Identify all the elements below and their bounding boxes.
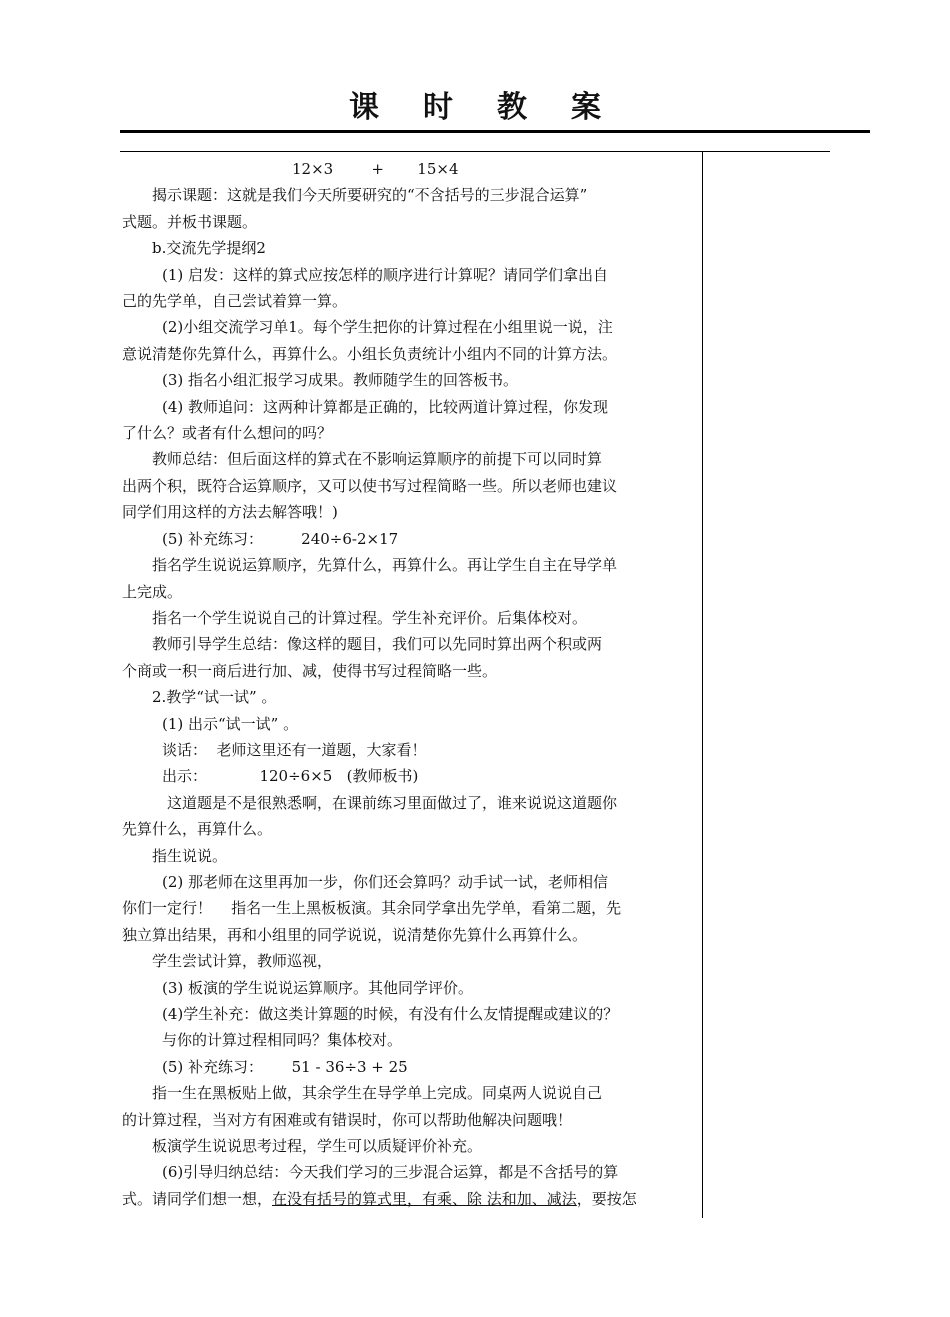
text-line: 12×3 + 15×4	[292, 160, 459, 178]
text-line: 意说清楚你先算什么，再算什么。小组长负责统计小组内不同的计算方法。	[122, 344, 618, 363]
text-line: 板演学生说说思考过程，学生可以质疑评价补充。	[152, 1137, 483, 1156]
text-line: 与你的计算过程相同吗？集体校对。	[162, 1031, 403, 1050]
text-line: 上完成。	[122, 582, 183, 601]
text-line: 教师引导学生总结：像这样的题目，我们可以先同时算出两个积或两	[152, 635, 603, 654]
text-line: 这道题是不是很熟悉啊，在课前练习里面做过了，谁来说说这道题你	[167, 793, 618, 812]
text-line-last-before: 式。请同学们想一想，	[122, 1189, 273, 1208]
lesson-body	[122, 156, 694, 1212]
text-line: 了什么？或者有什么想问的吗？	[122, 424, 333, 443]
text-line: 学生尝试计算，教师巡视，	[152, 952, 333, 971]
text-line: (1) 启发：这样的算式应按怎样的顺序进行计算呢？请同学们拿出自	[162, 265, 609, 284]
text-line: 式题。并板书课题。	[122, 212, 258, 231]
text-line-last	[122, 1186, 694, 1212]
text-line: (6)引导归纳总结：今天我们学习的三步混合运算，都是不含括号的算	[162, 1163, 619, 1182]
table-top-border	[120, 151, 830, 152]
text-line: (4) 教师追问：这两种计算都是正确的，比较两道计算过程，你发现	[162, 397, 609, 416]
text-line: 先算什么，再算什么。	[122, 820, 273, 839]
underlined-key-phrase: 在没有括号的算式里，有乘、除 法和加、减法	[272, 1189, 577, 1208]
text-line: 同学们用这样的方法去解答哦！)	[122, 503, 338, 522]
text-line: (4)学生补充：做这类计算题的时候，有没有什么友情提醒或建议的？	[162, 1005, 619, 1023]
text-line: 揭示课题：这就是我们今天所要研究的“不含括号的三步混合运算”	[152, 186, 588, 205]
table-column-divider	[702, 152, 703, 1218]
text-line: (3) 板演的学生说说运算顺序。其他同学评价。	[162, 978, 474, 997]
text-line-last-after: ，要按怎	[576, 1189, 637, 1208]
text-line: 教师总结：但后面这样的算式在不影响运算顺序的前提下可以同时算	[152, 450, 603, 469]
text-line: 指名一个学生说说自己的计算过程。学生补充评价。后集体校对。	[152, 608, 588, 627]
text-line: (2) 那老师在这里再加一步，你们还会算吗？动手试一试，老师相信	[162, 872, 609, 891]
text-line: 出示： 120÷6×5 (教师板书)	[162, 767, 419, 786]
text-line: 个商或一积一商后进行加、减，使得书写过程简略一些。	[122, 661, 498, 680]
text-line: 指生说说。	[152, 846, 228, 865]
text-line: b.交流先学提纲2	[152, 239, 266, 258]
text-line: 出两个积，既符合运算顺序，又可以使书写过程简略一些。所以老师也建议	[122, 476, 618, 495]
text-line: 己的先学单，自己尝试着算一算。	[122, 292, 348, 311]
header-rule-thick	[120, 130, 870, 133]
text-line: 指一生在黑板贴上做，其余学生在导学单上完成。同桌两人说说自己	[152, 1084, 603, 1103]
text-line: 2.教学“试一试” 。	[152, 688, 277, 707]
text-line: 你们一定行！ 指名一生上黑板板演。其余同学拿出先学单，看第二题，先	[122, 899, 622, 918]
text-line: 独立算出结果，再和小组里的同学说说，说清楚你先算什么再算什么。	[122, 925, 588, 944]
text-line: 指名学生说说运算顺序，先算什么，再算什么。再让学生自主在导学单	[152, 556, 618, 575]
text-line: 的计算过程，当对方有困难或有错误时，你可以帮助他解决问题哦！	[122, 1110, 573, 1129]
text-line: (3) 指名小组汇报学习成果。教师随学生的回答板书。	[162, 371, 519, 390]
text-line: 谈话： 老师这里还有一道题，大家看！	[162, 740, 427, 759]
text-line: (5) 补充练习： 240÷6-2×17	[162, 529, 399, 548]
page-title: 课时教案	[349, 90, 645, 125]
text-line: (1) 出示“试一试” 。	[162, 714, 299, 733]
text-line: (5) 补充练习： 51 - 36÷3 + 25	[162, 1057, 408, 1076]
text-line: (2)小组交流学习单1。每个学生把你的计算过程在小组里说一说，注	[162, 318, 613, 337]
